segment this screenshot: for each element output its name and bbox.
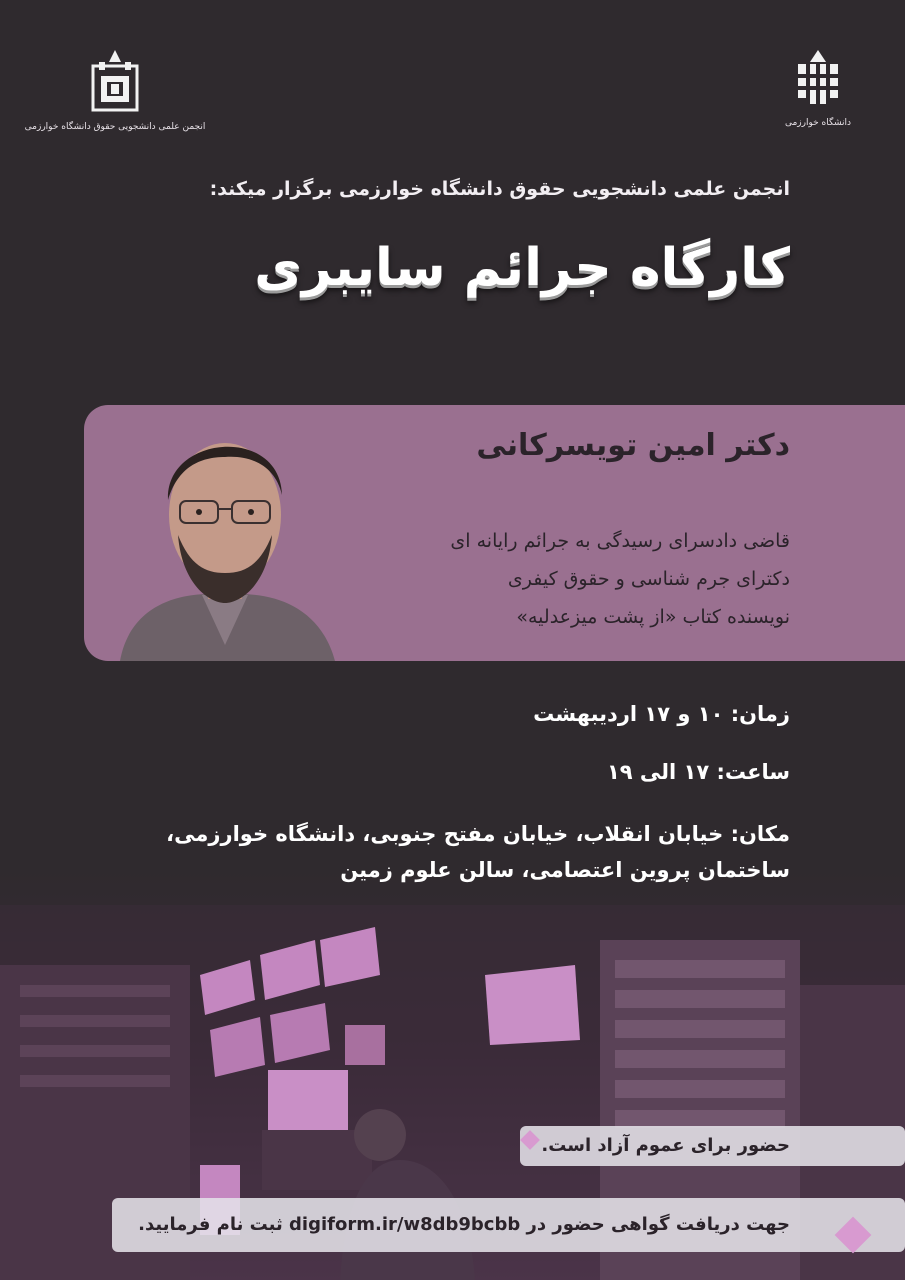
free-entry-banner: [520, 1126, 905, 1166]
event-location-line-2: ساختمان پروین اعتصامی، سالن علوم زمین: [340, 858, 790, 882]
event-location-line-1: مکان: خیابان انقلاب، خیابان مفتح جنوبی، دانشگاه خوارزمی،: [166, 822, 790, 846]
law-association-logo: [24, 48, 206, 132]
event-date: زمان: ۱۰ و ۱۷ اردیبهشت: [533, 702, 790, 726]
workshop-title: کارگاه جرائم سایبری: [254, 238, 790, 298]
speaker-title-line-3: نویسنده کتاب «از پشت میزعدلیه»: [516, 606, 790, 628]
organizer-subtitle: انجمن علمی دانشجویی حقوق دانشگاه خوارزمی برگزار میکند:: [209, 178, 790, 200]
registration-banner: [112, 1198, 905, 1252]
speaker-title-line-1: قاضی دادسرای رسیدگی به جرائم رایانه ای: [450, 530, 790, 552]
right-logo-caption: دانشگاه خوارزمی: [784, 118, 852, 128]
university-logo: [768, 48, 868, 128]
speaker-title-line-2: دکترای جرم شناسی و حقوق کیفری: [507, 568, 790, 590]
university-emblem-icon: [790, 48, 846, 114]
event-time: ساعت: ۱۷ الی ۱۹: [606, 760, 790, 784]
speaker-name: دکتر امین تویسرکانی: [476, 428, 790, 463]
speaker-photo: [110, 405, 340, 661]
left-logo-caption: انجمن علمی دانشجویی حقوق دانشگاه خوارزمی: [24, 122, 206, 132]
free-entry-text: حضور برای عموم آزاد است.: [541, 1135, 790, 1156]
association-emblem-icon: [87, 48, 143, 118]
registration-text: جهت دریافت گواهی حضور در digiform.ir/w8db9bcbb ثبت نام فرمایید.: [138, 1214, 790, 1235]
